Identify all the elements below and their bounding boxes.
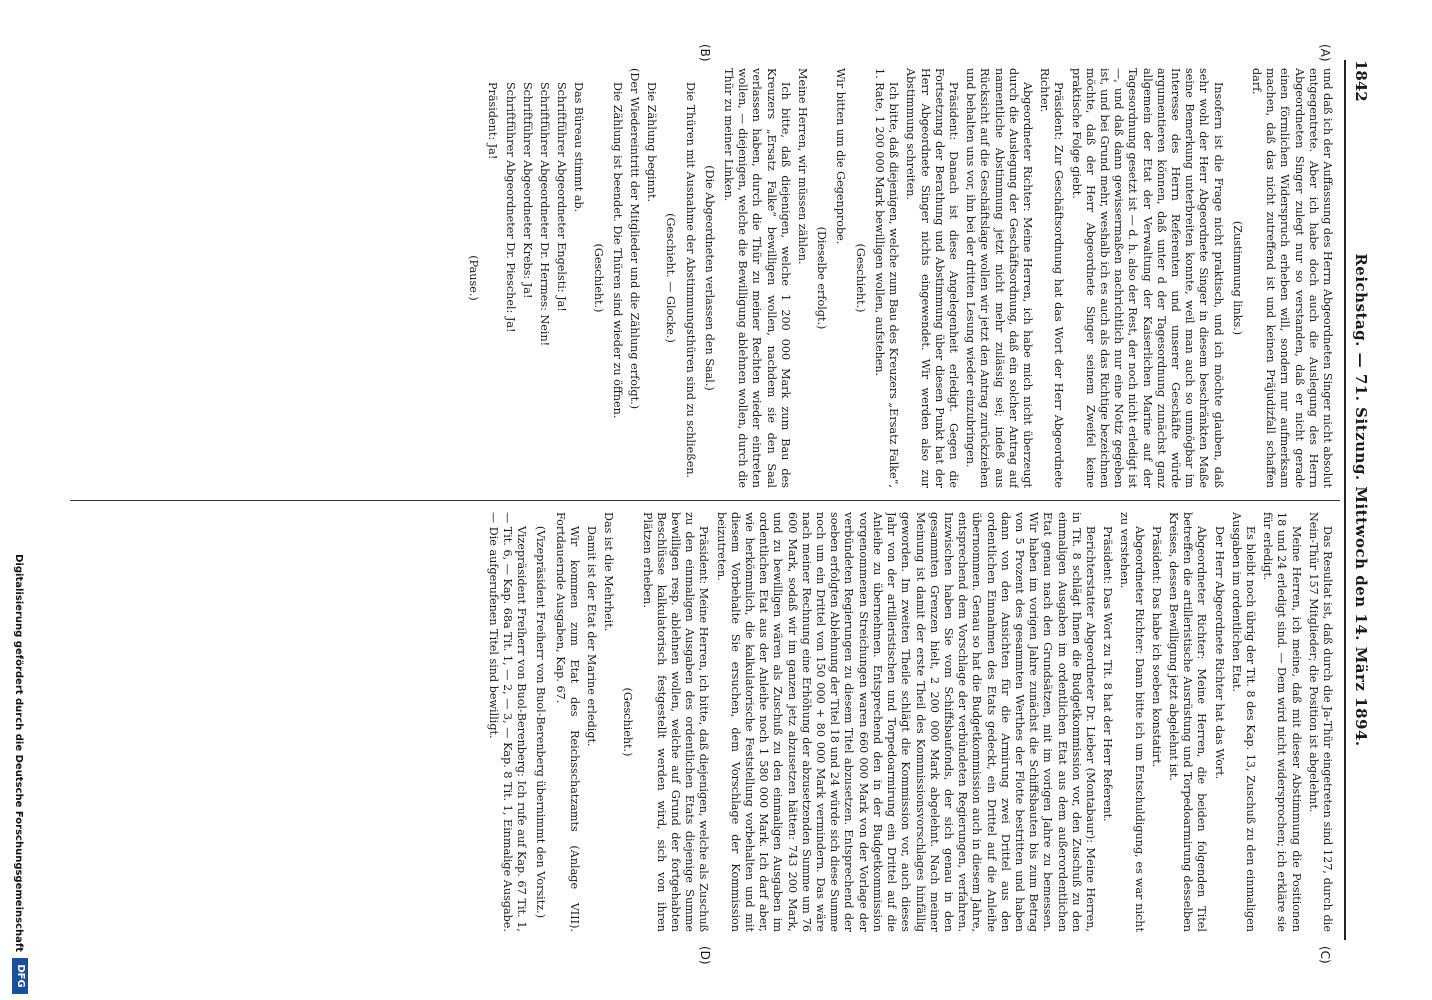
paragraph: Es bleibt noch übrig der Tit. 8 des Kap. 13, Zuschuß zu den einmaligen Ausgaben im ordentlichen Etat. (1229, 512, 1257, 932)
dfg-logo-icon: DFG (12, 958, 28, 994)
stage-direction: (Der Wiedereintritt der Mitglieder und die Zählung erfolgt.) (628, 68, 642, 410)
paragraph: Damit ist der Etat der Marine erledigt. (585, 526, 599, 747)
left-text-column (72, 68, 1334, 488)
page-number: 1842 (1352, 60, 1370, 102)
paragraph: Meine Herren, wir müssen zählen. (796, 68, 810, 265)
paragraph: Das ist die Mehrheit. (602, 512, 616, 632)
stage-direction: (Geschieht. — Glocke.) (664, 213, 678, 343)
speaker-paragraph: Präsident: Meine Herren, ich bitte, daß diejenigen, welche als Zuschuß zu den einmaligen Ausgaben des ordentlichen Etats diejenige Summe bewilligen resp. ablehnen wollen, welche auf Grund der fortgehabten Beschlüsse kalkulatorisch festgestellt werden wird, sich von ihren Plätzen erheben. (640, 512, 711, 932)
paragraph: Ich bitte, daß diejenigen, welche zum Bau des Kreuzers „Ersatz Falke“, 1. Rate, 1 200 000 Mark bewilligen wollen, aufstehen. (872, 68, 901, 488)
speaker-paragraph: Präsident: Danach ist diese Angelegenheit erledigt. Gegen die Fortsetzung der Berathung und Abstimmung über diesen Punkt hat der Herr Abgeordnete Singer nichts eingewendet. Wir werden also zur Abstimmung schreiten. (904, 68, 960, 488)
speaker-paragraph: Abgeordneter Richter: Meine Herren, ich habe mich nicht überzeugt durch die Auslegung der Geschäftsordnung, daß ein solcher Antrag auf namentliche Abstimmung jetzt nicht mehr zulässig sei; indeß aus Rücksicht auf die Geschäftslage wollen wir jetzt den Antrag zurückziehen und behalten uns vor, ihn bei der dritten Lesung wieder einzubringen. (964, 68, 1034, 488)
speaker-paragraph: Schriftführer Abgeordneter Dr. Pieschel: Ja! (503, 82, 517, 333)
stage-direction: (Geschieht.) (591, 243, 605, 313)
digitization-credit: Digitalisierung gefördert durch die Deutsche Forschungsgemeinschaft (13, 554, 24, 952)
margin-mark-b: (B) (698, 44, 712, 62)
paragraph: Ich bitte, daß diejenigen, welche 1 200 000 Mark zum Bau des Kreuzers „Ersatz Falke“ bewilligen wollen, nachdem sie den Saal verlassen haben, durch die Thür zu meiner Rechten wieder eintreten wollen, — diejenigen, welche die Bewilligung ablehnen wollen, durch die Thür zu meiner Linken. (722, 68, 792, 488)
paragraph: Der Herr Abgeordnete Richter hat das Wort. (1212, 526, 1226, 780)
paragraph: Wir bitten um die Gegenprobe. (834, 68, 848, 245)
stage-direction: (Dieselbe erfolgt.) (815, 226, 829, 330)
stage-direction: (Zustimmung links.) (1230, 220, 1244, 336)
speaker-paragraph: Schriftführer Abgeordneter Engelsti: Ja! (555, 82, 569, 312)
margin-mark-d: (D) (698, 946, 712, 965)
paragraph: Das Resultat ist, daß durch die Ja-Thür eingetreten sind 127, durch die Nein-Thür 157 Mitglieder; die Position ist abgelehnt. (1306, 512, 1334, 932)
paragraph: Meine Herren, ich meine, daß mit dieser Abstimmung die Positionen 18 und 24 erledigt sind. — Dem wird nicht widersprochen; ich erkläre sie für erledigt. (1261, 512, 1303, 932)
margin-mark-c: (C) (1318, 946, 1332, 964)
paragraph: Wir kommen zum Etat des Reichsschatzamts (Anlage VIII). Fortdauernde Ausgaben, Kap. 67. (553, 512, 581, 932)
paragraph: und daß ich der Auffassung des Herrn Abgeordneten Singer nicht absolut entgegentrete. Aber ich habe doch auch die Auslegung des Herrn Abgeordneten Singer zulegt nur so verstanden, daß er nicht gerade einen förmlichen Widerspruch erheben will, sondern nur aufmerksam machen, daß das nicht zutreffend ist und keinen Präjudizfall schaffen darf. (1249, 68, 1334, 488)
digitization-credit-strip (0, 0, 42, 1000)
paragraph: Die Zählung beginnt. (645, 82, 659, 203)
paragraph: Das Büreau stimmt ab. (572, 82, 586, 213)
speaker-paragraph: Schriftführer Abgeordneter Krebs: Ja! (520, 82, 534, 299)
paragraph: Die Thüren mit Ausnahme der Abstimmungsthüren sind zu schließen. (683, 82, 697, 479)
speaker-paragraph: Präsident: Zur Geschäftsordnung hat das Wort der Herr Abgeordnete Richter. (1038, 68, 1066, 488)
speaker-paragraph: Präsident: Das habe ich soeben konstatirt. (1149, 526, 1163, 768)
speaker-paragraph: Berichterstatter Abgeordneter Dr. Lieber (Montabaur): Meine Herren, in Tit. 8 schlägt Ihnen die Budgetkommission vor, den Zuschuß zu den einmaligen Ausgaben im ordentlichen Etat aus dem außerordentlichen Etat genau nach den Grundsätzen, mit im vorigen Jahre zu bemessen. Wir haben im vorigen Jahre zunächst die Schiffsbauten bis zum Betrag von 5 Prozent des gesammten Werthes der Flotte bestritten und haben dann von den Ansichten für die Armirung zwei Drittel aus den ordentlichen Einnahmen des Etats gedeckt, ein Drittel auf die Anleihe übernommen. Genau so hat die Budgetkommission auch in diesem Jahre, entsprechend dem Vorschlage der verbündeten Regierungen, verfahren. Inzwischen haben Sie vom Schiffsbaufonds, der sich genau in den gesammten Grenzen hielt, 2 200 000 Mark abgelehnt. Nach meiner Meinung ist damit der erste Theil des Kommissionsvorschlages hinfällig geworden. Im zweiten Theile schlägt die Kommission vor, auch dieses Jahr von der artilleristischen und Torpedoarmirung ein Drittel auf die Anleihe zu übernehmen. Entsprechend den in der Budgetkommission vorgenommenen Streichungen waren 660 000 Mark von der Vorlage der verbündeten Regierungen zu diesem Titel abzusetzen. Entsprechend der soeben erfolgten Ablehnung der Titel 18 und 24 würde sich diese Summe noch um ein Drittel von 150 000 + 80 000 Mark vermindern. Das wäre nach meiner Rechnung eine Erhöhung der abzusetzenden Summe um 76 600 Mark, sodaß wir im ganzen jetz abzusetzen hätten: 743 200 Mark, und zu bewilligen wären als Zuschuß zu den einmaligen Ausgaben im ordentlichen Etat aus der Anleihe noch 1 580 000 Mark. Ich darf aber, wie herkömmlich, die kalkulatorische Feststellung vorbehalten und mit diesem Vorbehalte Sie ersuchen, dem Vorschlage der Kommission beizutreten. (714, 512, 1097, 932)
stage-direction: (Geschieht.) (853, 243, 867, 313)
speaker-paragraph: Schriftführer Abgeordneter Dr. Hermes: Nein! (538, 82, 552, 347)
stage-direction: (Vizepräsident Freiherr von Buol-Berenberg übernimmt den Vorsitz.) (534, 525, 548, 919)
speaker-paragraph: Vizepräsident Freiherr von Buol-Berenberg: Ich rufe auf Kap. 67 Tit. 1, — Tit. 6, — Kap. 68a Tit. 1, — 2, — 3, — Kap. 8 Tit. 1, Einmalige Ausgabe. — Die aufgerufenen Titel sind bewilligt. (486, 512, 529, 932)
running-title: Reichstag. — 71. Sitzung. Mittwoch den 14. März 1894. (1352, 253, 1370, 747)
stage-direction: (Pause.) (467, 255, 481, 301)
speaker-paragraph: Abgeordneter Richter: Dann bitte ich um Entschuldigung, es war nicht zu verstehen. (1118, 512, 1146, 932)
speaker-paragraph: Präsident: Ja! (486, 82, 500, 160)
margin-mark-a: (A) (1318, 44, 1332, 62)
paragraph: Die Zählung ist beendet. Die Thüren sind wieder zu öffnen. (610, 82, 624, 419)
stage-direction: (Die Abgeordneten verlassen den Saal.) (702, 165, 716, 391)
stage-direction: (Geschieht.) (621, 687, 635, 757)
paragraph: Insofern ist die Frage nicht praktisch, und ich möchte glauben, daß sehr wohl der Herr Abgeordnete Singer in diesem beschränkten Maße seine Bemerkung unterbreiten konnte, weil man auch so unmögbar im Interesse des Herrn Referenten und unserer Geschäfte würde argumentieren können, daß unter d der Tagesordnung zunächst ganz allgemein der Etat der Verwaltung der Kaiserlichen Marine auf der Tagesordnung gesetzt ist — d. h. also der Rest, der noch nicht erledigt ist —, und daß dann gewissermaßen nachrichtlich nur eine Notiz gegeben ist, und bei Grund mehr, weshalb ich es auch als das Richtige bezeichnen möchte, daß der Herr Abgeordnete Singer seinem Zweifel keine praktische Folge giebt. (1069, 68, 1225, 488)
speaker-paragraph: Abgeordneter Richter: Meine Herren, die beiden folgenden Titel betreffen die artilleristische Ausrüstung und Torpedoarmirung desselben Kreises, dessen Bewilligung jetzt abgelehnt ist. (1166, 512, 1209, 932)
speaker-paragraph: Präsident: Das Wort zu Tit. 8 hat der Herr Referent. (1101, 526, 1115, 822)
column-divider (70, 500, 1340, 501)
header-rule (1344, 60, 1346, 940)
right-text-column (72, 512, 1334, 932)
